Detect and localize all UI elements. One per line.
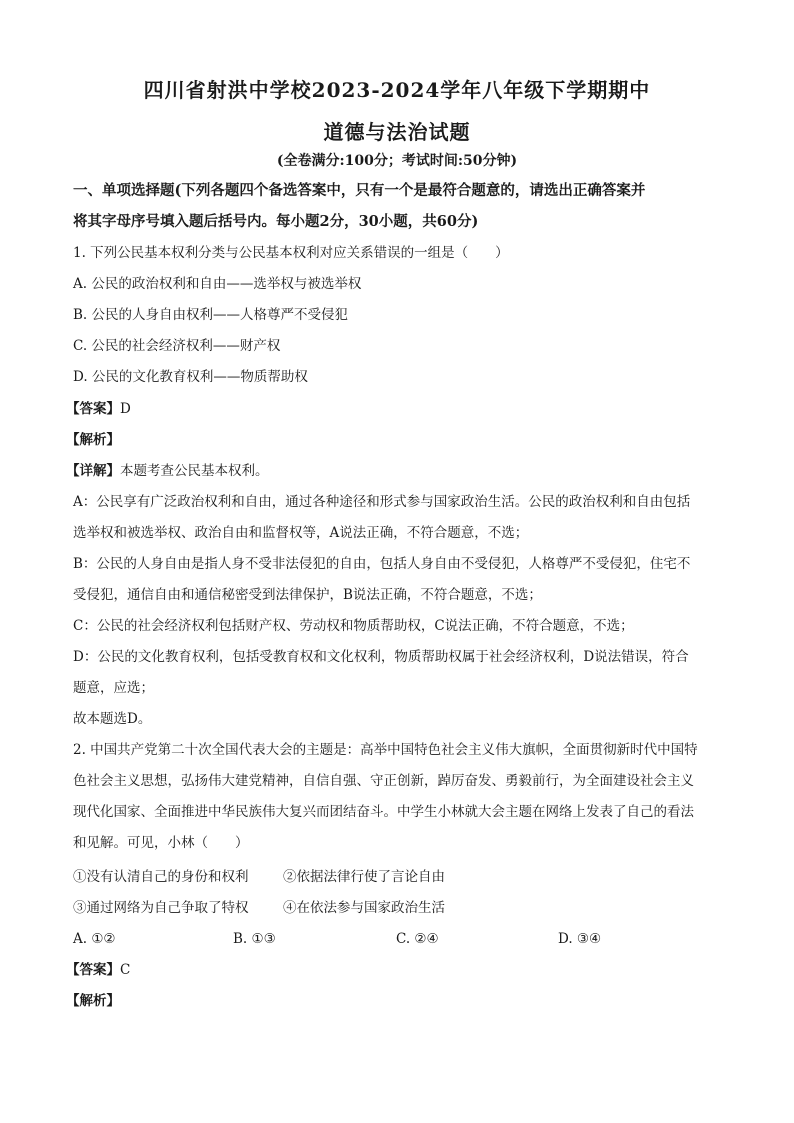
explanation-line: A：公民享有广泛政治权利和自由，通过各种途径和形式参与国家政治生活。公民的政治权利和自由包括 (73, 494, 691, 510)
explanation-line: 故本题选D。 (73, 711, 152, 727)
section-heading-line2: 将其字母序号填入题后括号内。每小题2分，30小题，共60分) (73, 213, 479, 230)
explanation-line: B：公民的人身自由是指人身不受非法侵犯的自由，包括人身自由不受侵犯，人格尊严不受侵犯，住宅不 (73, 556, 691, 572)
analysis-label: 【 解析 】 (66, 993, 120, 1009)
question-2-choice-d: D. ③④ (558, 931, 602, 947)
question-2-statement-3: ③通过网络为自己争取了特权 (73, 900, 249, 916)
answer-value: C (120, 962, 131, 978)
answer-label: 【 答案 】 (66, 401, 120, 417)
explanation-line: D：公民的文化教育权利，包括受教育权和文化权利，物质帮助权属于社会经济权利，D说法错误，符合 (73, 649, 689, 665)
question-2-stem-line: 现代化国家、全面推进中华民族伟大复兴而团结奋斗。中学生小林就大会主题在网络上发表了自己的看法 (73, 804, 694, 820)
answer-value: D (120, 401, 131, 417)
question-2-choice-a: A. ①② (73, 931, 116, 947)
question-1-detail (66, 461, 269, 481)
question-2-stem-line: 色社会主义思想，弘扬伟大建党精神，自信自强、守正创新，踔厉奋发、勇毅前行，为全面建设社会主义 (73, 773, 694, 789)
exam-info: (全卷满分:100分；考试时间:50分钟) (276, 153, 518, 169)
question-1-analysis (66, 430, 120, 450)
question-1-option-a: A. 公民的政治权利和自由——选举权与被选举权 (73, 276, 362, 292)
question-2-choice-c: C. ②④ (396, 931, 439, 947)
question-2-statement-1: ①没有认清自己的身份和权利 (73, 869, 249, 885)
question-1-option-d: D. 公民的文化教育权利——物质帮助权 (73, 369, 308, 385)
question-2-statement-2: ②依据法律行使了言论自由 (283, 869, 445, 885)
question-1-stem: 1. 下列公民基本权利分类与公民基本权利对应关系错误的一组是（ ） (73, 245, 509, 261)
question-2-choice-b: B. ①③ (233, 931, 276, 947)
question-1-answer (66, 399, 131, 419)
analysis-label: 【 解析 】 (66, 432, 120, 448)
question-2-answer (66, 960, 130, 980)
question-1-option-c: C. 公民的社会经济权利——财产权 (73, 338, 281, 354)
answer-label: 【 答案 】 (66, 962, 120, 978)
question-2-statement-4: ④在依法参与国家政治生活 (283, 900, 445, 916)
explanation-line: C：公民的社会经济权利包括财产权、劳动权和物质帮助权，C说法正确，不符合题意，不选； (73, 618, 634, 634)
question-2-stem-line: 2. 中国共产党第二十次全国代表大会的主题是：高举中国特色社会主义伟大旗帜，全面贯彻新时代中国特 (73, 742, 698, 758)
page-title: 四川省射洪中学校2023-2024学年八年级下学期期中 (143, 78, 651, 102)
question-2-stem-line: 和见解。可见，小林（ ） (73, 835, 249, 851)
section-heading-line1: 一、单项选择题(下列各题四个备选答案中，只有一个是最符合题意的，请选出正确答案并 (73, 182, 646, 199)
detail-intro: 本题考查公民基本权利。 (120, 463, 269, 479)
explanation-line: 受侵犯，通信自由和通信秘密受到法律保护，B说法正确，不符合题意，不选； (73, 587, 542, 603)
question-1-option-b: B. 公民的人身自由权利——人格尊严不受侵犯 (73, 307, 349, 323)
explanation-line: 选举权和被选举权、政治自由和监督权等，A说法正确，不符合题意，不选； (73, 525, 529, 541)
question-2-analysis (66, 991, 120, 1011)
page-subtitle: 道德与法治试题 (323, 120, 471, 144)
explanation-line: 题意，应选； (73, 680, 154, 696)
detail-label: 【 详解 】 (66, 463, 120, 479)
